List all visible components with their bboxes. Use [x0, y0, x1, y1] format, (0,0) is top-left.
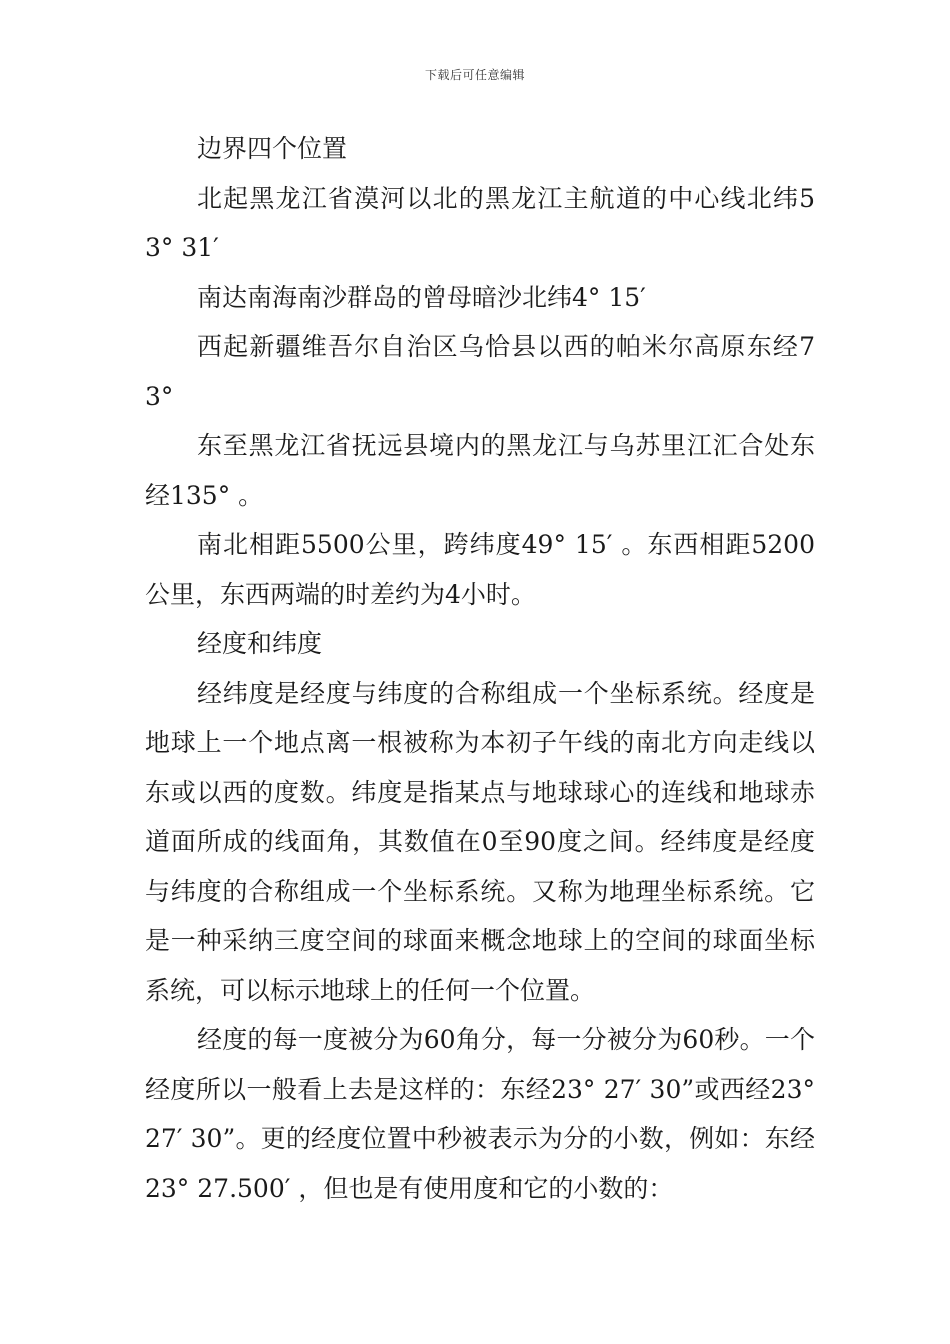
paragraph-degree-minutes: 经度的每一度被分为60角分，每一分被分为60秒。一个经度所以一般看上去是这样的：东经23° 27′ 30”或西经23° 27′ 30”。更的经度位置中秒被表示为分的小数，例如：东经23° 27.500′ ，但也是有使用度和它的小数的：: [145, 1025, 815, 1203]
section-heading-boundaries: 边界四个位置: [197, 134, 348, 163]
paragraph-north-point: 北起黑龙江省漠河以北的黑龙江主航道的中心线北纬53° 31′: [145, 183, 815, 262]
paragraph-east-point: 东至黑龙江省抚远县境内的黑龙江与乌苏里江汇合处东经135° 。: [145, 431, 815, 510]
section-heading-longitude-latitude: 经度和纬度: [197, 629, 323, 658]
paragraph-coordinate-system: 经纬度是经度与纬度的合称组成一个坐标系统。经度是地球上一个地点离一根被称为本初子午线的南北方向走线以东或以西的度数。纬度是指某点与地球球心的连线和地球赤道面所成的线面角，其数值在0至90度之间。经纬度是经度与纬度的合称组成一个坐标系统。又称为地理坐标系统。它是一种采纳三度空间的球面来概念地球上的空间的球面坐标系统，可以标示地球上的任何一个位置。: [145, 678, 815, 1005]
paragraph-distances: 南北相距5500公里，跨纬度49° 15′ 。东西相距5200公里，东西两端的时差约为4小时。: [145, 530, 815, 609]
paragraph-south-point: 南达南海南沙群岛的曾母暗沙北纬4° 15′: [197, 282, 646, 312]
document-body: [145, 124, 815, 1213]
page-header-note: 下载后可任意编辑: [424, 68, 525, 82]
paragraph-west-point: 西起新疆维吾尔自治区乌恰县以西的帕米尔高原东经73°: [145, 332, 815, 411]
